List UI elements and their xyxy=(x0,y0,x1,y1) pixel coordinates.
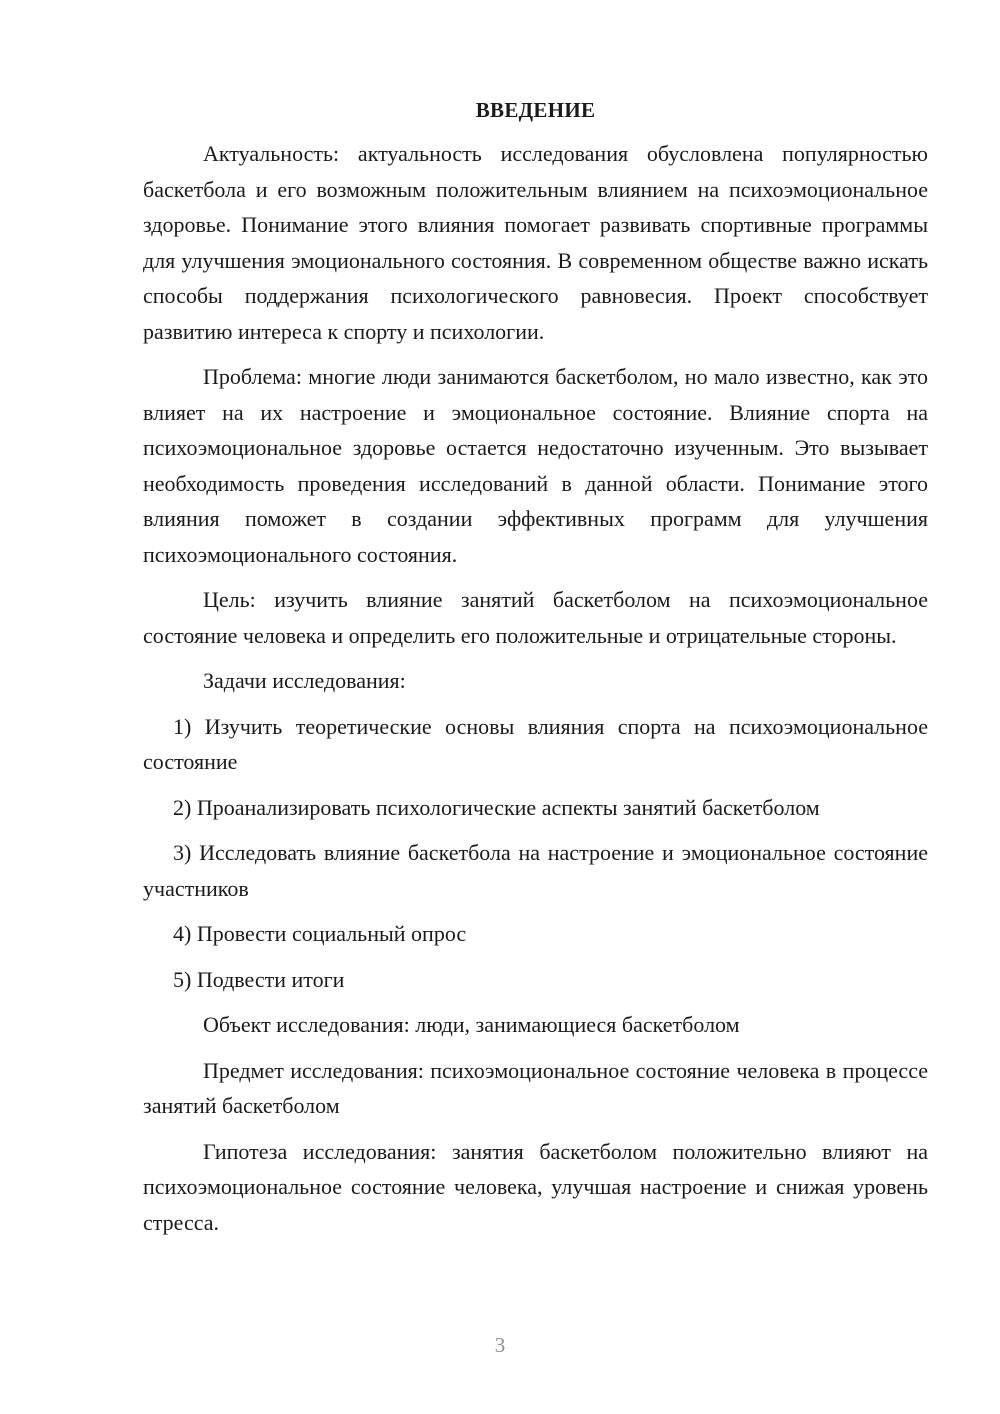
paragraph-hypothesis: Гипотеза исследования: занятия баскетболом положительно влияют на психоэмоциональное состояние человека, улучшая настроение и снижая уровень стресса. xyxy=(143,1138,928,1235)
paragraph-subject: Предмет исследования: психоэмоциональное состояние человека в процессе занятий баскетболом xyxy=(143,1057,928,1118)
paragraph-problem: Проблема: многие люди занимаются баскетболом, но мало известно, как это влияет на их настроение и эмоциональное состояние. Влияние спорта на психоэмоциональное здоровье остается недостаточно изученным. Это вызывает необходимость проведения исследований в данной области. Понимание этого влияния поможет в создании эффективных программ для улучшения психоэмоционального состояния. xyxy=(143,364,928,567)
document-page xyxy=(143,92,928,1250)
page-number: 3 xyxy=(494,1333,506,1357)
paragraph-object: Объект исследования: люди, занимающиеся баскетболом xyxy=(203,1012,740,1037)
tasks-heading: Задачи исследования: xyxy=(203,668,406,693)
task-item-3: 3) Исследовать влияние баскетбола на настроение и эмоциональное состояние участников xyxy=(143,840,928,901)
paragraph-relevance: Актуальность: актуальность исследования обусловлена популярностью баскетбола и его возможным положительным влиянием на психоэмоциональное здоровье. Понимание этого влияния помогает развивать спортивные программы для улучшения эмоционального состояния. В современном обществе важно искать способы поддержания психологического равновесия. Проект способствует развитию интереса к спорту и психологии. xyxy=(143,141,928,344)
task-item-2: 2) Проанализировать психологические аспекты занятий баскетболом xyxy=(173,794,820,820)
task-item-1: 1) Изучить теоретические основы влияния спорта на психоэмоциональное состояние xyxy=(143,713,928,774)
task-item-5: 5) Подвести итоги xyxy=(173,966,345,992)
task-item-4: 4) Провести социальный опрос xyxy=(173,921,467,946)
paragraph-goal: Цель: изучить влияние занятий баскетболом на психоэмоциональное состояние человека и определить его положительные и отрицательные стороны. xyxy=(143,587,928,648)
section-title: ВВЕДЕНИЕ xyxy=(475,98,596,122)
